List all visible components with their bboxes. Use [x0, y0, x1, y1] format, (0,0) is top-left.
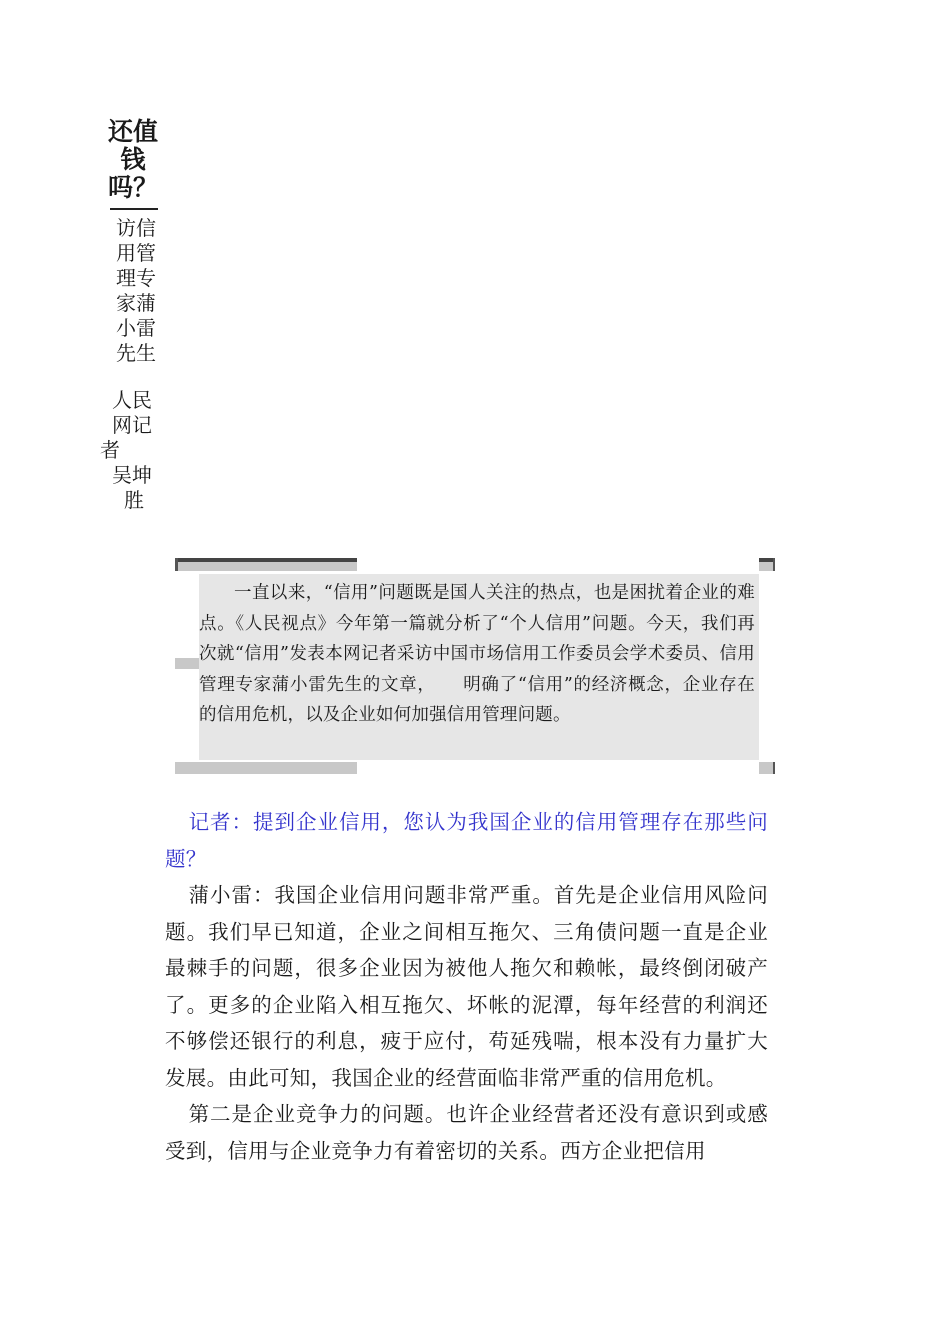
- summary-box: [199, 574, 759, 760]
- byline: [100, 388, 162, 513]
- interview-question: 记者：提到企业信用，您认为我国企业的信用管理存在那些问题？: [165, 810, 768, 871]
- interview-answer-paragraph: 第二是企业竞争力的问题。也许企业经营者还没有意识到或感受到，信用与企业竞争力有着密切的关系。西方企业把信用: [165, 1102, 768, 1163]
- frame-decoration: [175, 658, 199, 669]
- byline-line: 吴坤: [112, 463, 152, 487]
- byline-line: 胜: [124, 488, 144, 512]
- frame-decoration: [773, 762, 775, 774]
- article-subtitle: 访信用管理专家蒲小雷先生: [116, 216, 156, 365]
- article-title: 还值钱吗？: [107, 117, 158, 202]
- title-column: [100, 117, 162, 513]
- summary-frame: [175, 558, 775, 774]
- frame-decoration: [175, 762, 357, 774]
- frame-decoration: [175, 562, 357, 571]
- summary-text: 一直以来，“信用”问题既是国人关注的热点，也是困扰着企业的难点。《人民视点》今年第一篇就分析了“个人信用”问题。今天，我们再次就“信用”发表本网记者采访中国市场信用工作委员会学术委员、信用管理专家蒲小雷先生的文章， 明确了“信用”的经济概念，企业存在的信用危机，以及企业如何加强信用管理问题。: [199, 583, 755, 725]
- byline-line: 人民: [112, 388, 152, 412]
- byline-line: 网记: [112, 413, 152, 437]
- frame-decoration: [175, 558, 178, 571]
- frame-decoration: [773, 558, 775, 571]
- frame-decoration: [175, 558, 357, 562]
- article-body: [165, 804, 768, 1169]
- interview-answer-paragraph: 蒲小雷：我国企业信用问题非常严重。首先是企业信用风险问题。我们早已知道，企业之间相互拖欠、三角债问题一直是企业最棘手的问题，很多企业因为被他人拖欠和赖帐，最终倒闭破产了。更多的企业陷入相互拖欠、坏帐的泥潭，每年经营的利润还不够偿还银行的利息，疲于应付，苟延残喘，根本没有力量扩大发展。由此可知，我国企业的经营面临非常严重的信用危机。: [165, 883, 768, 1090]
- byline-line: 者: [100, 438, 120, 462]
- title-dash-divider: [110, 208, 158, 210]
